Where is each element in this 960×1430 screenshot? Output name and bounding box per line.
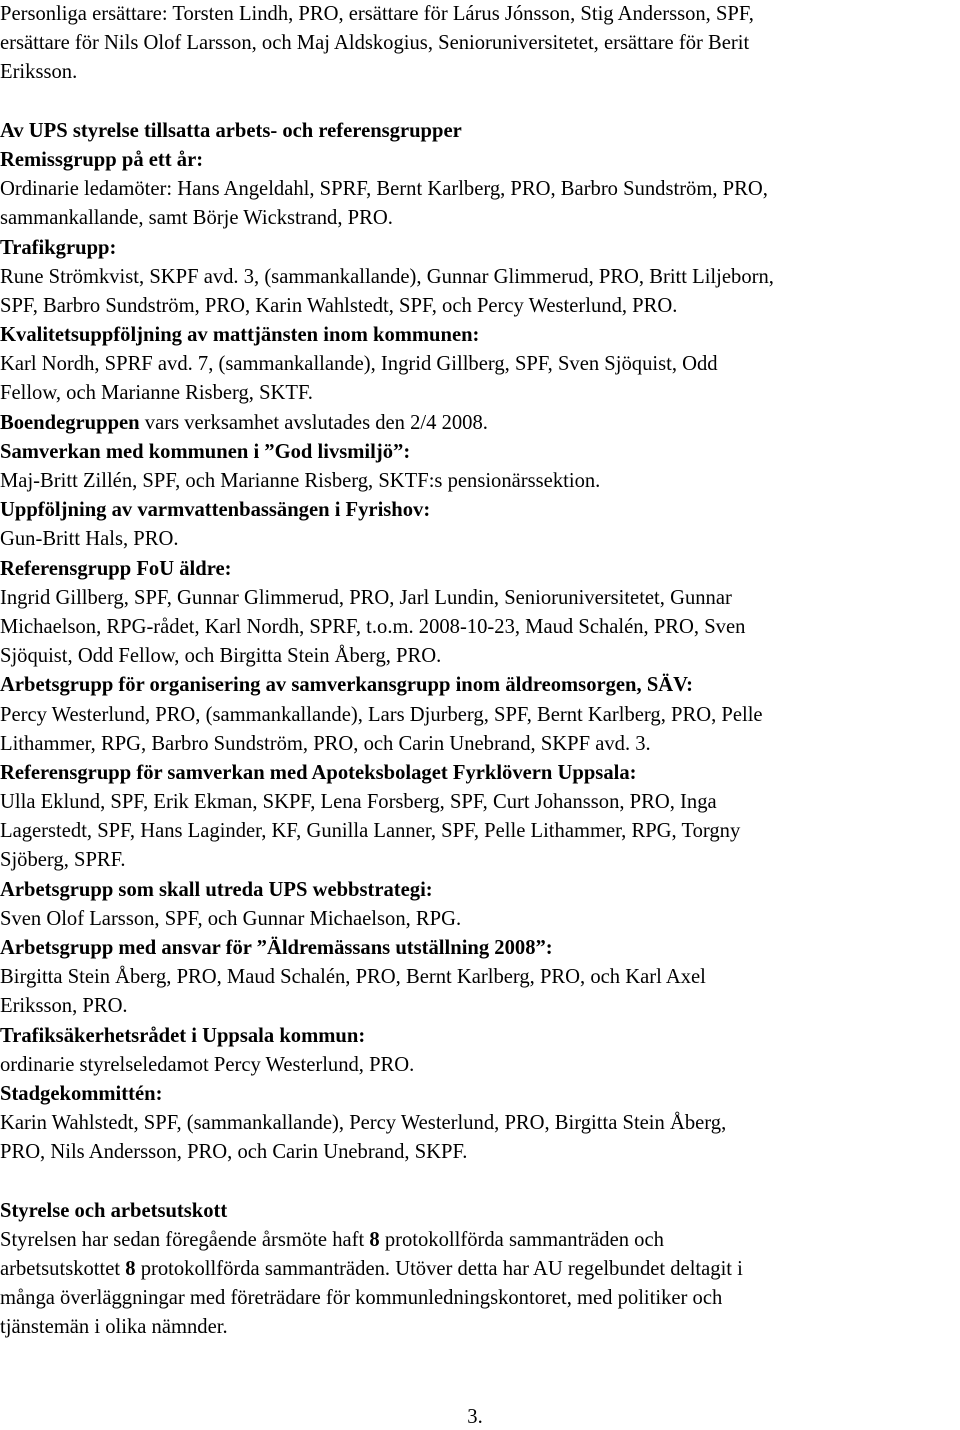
paragraph-line: ordinarie styrelseledamot Percy Westerlund, PRO. xyxy=(0,1053,415,1076)
group-heading: Arbetsgrupp som skall utreda UPS webbstrategi: xyxy=(0,878,433,901)
paragraph-line: SPF, Barbro Sundström, PRO, Karin Wahlstedt, SPF, och Percy Westerlund, PRO. xyxy=(0,294,678,317)
section-heading: Styrelse och arbetsutskott xyxy=(0,1199,228,1222)
page-number-text: 3. xyxy=(467,1406,483,1428)
paragraph-line xyxy=(0,409,960,438)
meeting-count: 8 xyxy=(369,1228,380,1251)
paragraph-line: Sjöberg, SPRF. xyxy=(0,849,126,872)
group-heading: Arbetsgrupp med ansvar för ”Äldremässans utställning 2008”: xyxy=(0,937,553,959)
paragraph-line: Eriksson. xyxy=(0,61,78,84)
inline-text: protokollförda sammanträden. Utöver detta har AU regelbundet deltagit i xyxy=(135,1258,743,1281)
page-number xyxy=(0,1405,960,1430)
paragraph-line: Karin Wahlstedt, SPF, (sammankallande), Percy Westerlund, PRO, Birgitta Stein Åberg, xyxy=(0,1112,727,1135)
paragraph-line: Ulla Eklund, SPF, Erik Ekman, SKPF, Lena Forsberg, SPF, Curt Johansson, PRO, Inga xyxy=(0,791,717,814)
paragraph-line: Lagerstedt, SPF, Hans Laginder, KF, Gunilla Lanner, SPF, Pelle Lithammer, RPG, Torgny xyxy=(0,820,741,843)
paragraph-line: Birgitta Stein Åberg, PRO, Maud Schalén, PRO, Bernt Karlberg, PRO, och Karl Axel xyxy=(0,966,706,989)
group-heading: Arbetsgrupp för organisering av samverkansgrupp inom äldreomsorgen, SÄV: xyxy=(0,674,693,697)
paragraph-line: sammankallande, samt Börje Wickstrand, PRO. xyxy=(0,207,393,230)
paragraph-line: PRO, Nils Andersson, PRO, och Carin Unebrand, SKPF. xyxy=(0,1141,468,1164)
group-heading: Trafiksäkerhetsrådet i Uppsala kommun: xyxy=(0,1024,366,1047)
paragraph-line: Sven Olof Larsson, SPF, och Gunnar Michaelson, RPG. xyxy=(0,907,462,930)
paragraph-line: ersättare för Nils Olof Larsson, och Maj Aldskogius, Senioruniversitetet, ersättare för Berit xyxy=(0,32,750,55)
blank-line xyxy=(0,88,960,117)
group-heading: Referensgrupp för samverkan med Apoteksbolaget Fyrklövern Uppsala: xyxy=(0,761,637,784)
paragraph-line: Karl Nordh, SPRF avd. 7, (sammankallande), Ingrid Gillberg, SPF, Sven Sjöquist, Odd xyxy=(0,353,718,376)
group-heading: Trafikgrupp: xyxy=(0,236,117,259)
paragraph-line: Fellow, och Marianne Risberg, SKTF. xyxy=(0,382,313,405)
group-heading: Referensgrupp FoU äldre: xyxy=(0,557,232,580)
inline-text: protokollförda sammanträden och xyxy=(379,1228,664,1251)
paragraph-line: Ingrid Gillberg, SPF, Gunnar Glimmerud, PRO, Jarl Lundin, Senioruniversitetet, Gunnar xyxy=(0,586,732,609)
paragraph-line: Ordinarie ledamöter: Hans Angeldahl, SPRF, Bernt Karlberg, PRO, Barbro Sundström, PRO, xyxy=(0,178,768,201)
inline-text: vars verksamhet avslutades den 2/4 2008. xyxy=(139,411,488,434)
group-heading-inline: Boendegruppen xyxy=(0,411,140,434)
paragraph-line: Eriksson, PRO. xyxy=(0,995,128,1018)
group-heading: Samverkan med kommunen i ”God livsmiljö”: xyxy=(0,440,411,463)
paragraph-line: många överläggningar med företrädare för kommunledningskontoret, med politiker och xyxy=(0,1287,723,1310)
group-heading: Remissgrupp på ett år: xyxy=(0,148,204,171)
inline-text: arbetsutskottet xyxy=(0,1258,126,1281)
paragraph-line xyxy=(0,1255,960,1284)
paragraph-line: Personliga ersättare: Torsten Lindh, PRO, ersättare för Lárus Jónsson, Stig Andersson, SPF, xyxy=(0,3,754,25)
blank-line xyxy=(0,1168,960,1197)
paragraph-line: tjänstemän i olika nämnder. xyxy=(0,1316,228,1339)
group-heading: Uppföljning av varmvattenbassängen i Fyrishov: xyxy=(0,499,431,522)
paragraph-line: Gun-Britt Hals, PRO. xyxy=(0,528,179,551)
paragraph-line: Michaelson, RPG-rådet, Karl Nordh, SPRF, t.o.m. 2008-10-23, Maud Schalén, PRO, Sven xyxy=(0,615,746,638)
paragraph-line: Lithammer, RPG, Barbro Sundström, PRO, och Carin Unebrand, SKPF avd. 3. xyxy=(0,732,651,755)
paragraph-line: Sjöquist, Odd Fellow, och Birgitta Stein Åberg, PRO. xyxy=(0,645,442,668)
paragraph-line: Percy Westerlund, PRO, (sammankallande), Lars Djurberg, SPF, Bernt Karlberg, PRO, Pelle xyxy=(0,703,763,726)
meeting-count: 8 xyxy=(125,1258,136,1281)
section-heading: Av UPS styrelse tillsatta arbets- och referensgrupper xyxy=(0,119,462,142)
inline-text: Styrelsen har sedan föregående årsmöte haft xyxy=(0,1228,370,1251)
group-heading: Kvalitetsuppföljning av mattjänsten inom kommunen: xyxy=(0,324,480,347)
paragraph-line: Rune Strömkvist, SKPF avd. 3, (sammankallande), Gunnar Glimmerud, PRO, Britt Liljeborn, xyxy=(0,265,774,288)
group-heading: Stadgekommittén: xyxy=(0,1082,163,1105)
paragraph-line: Maj-Britt Zillén, SPF, och Marianne Risberg, SKTF:s pensionärssektion. xyxy=(0,470,601,492)
paragraph-line xyxy=(0,1226,960,1255)
